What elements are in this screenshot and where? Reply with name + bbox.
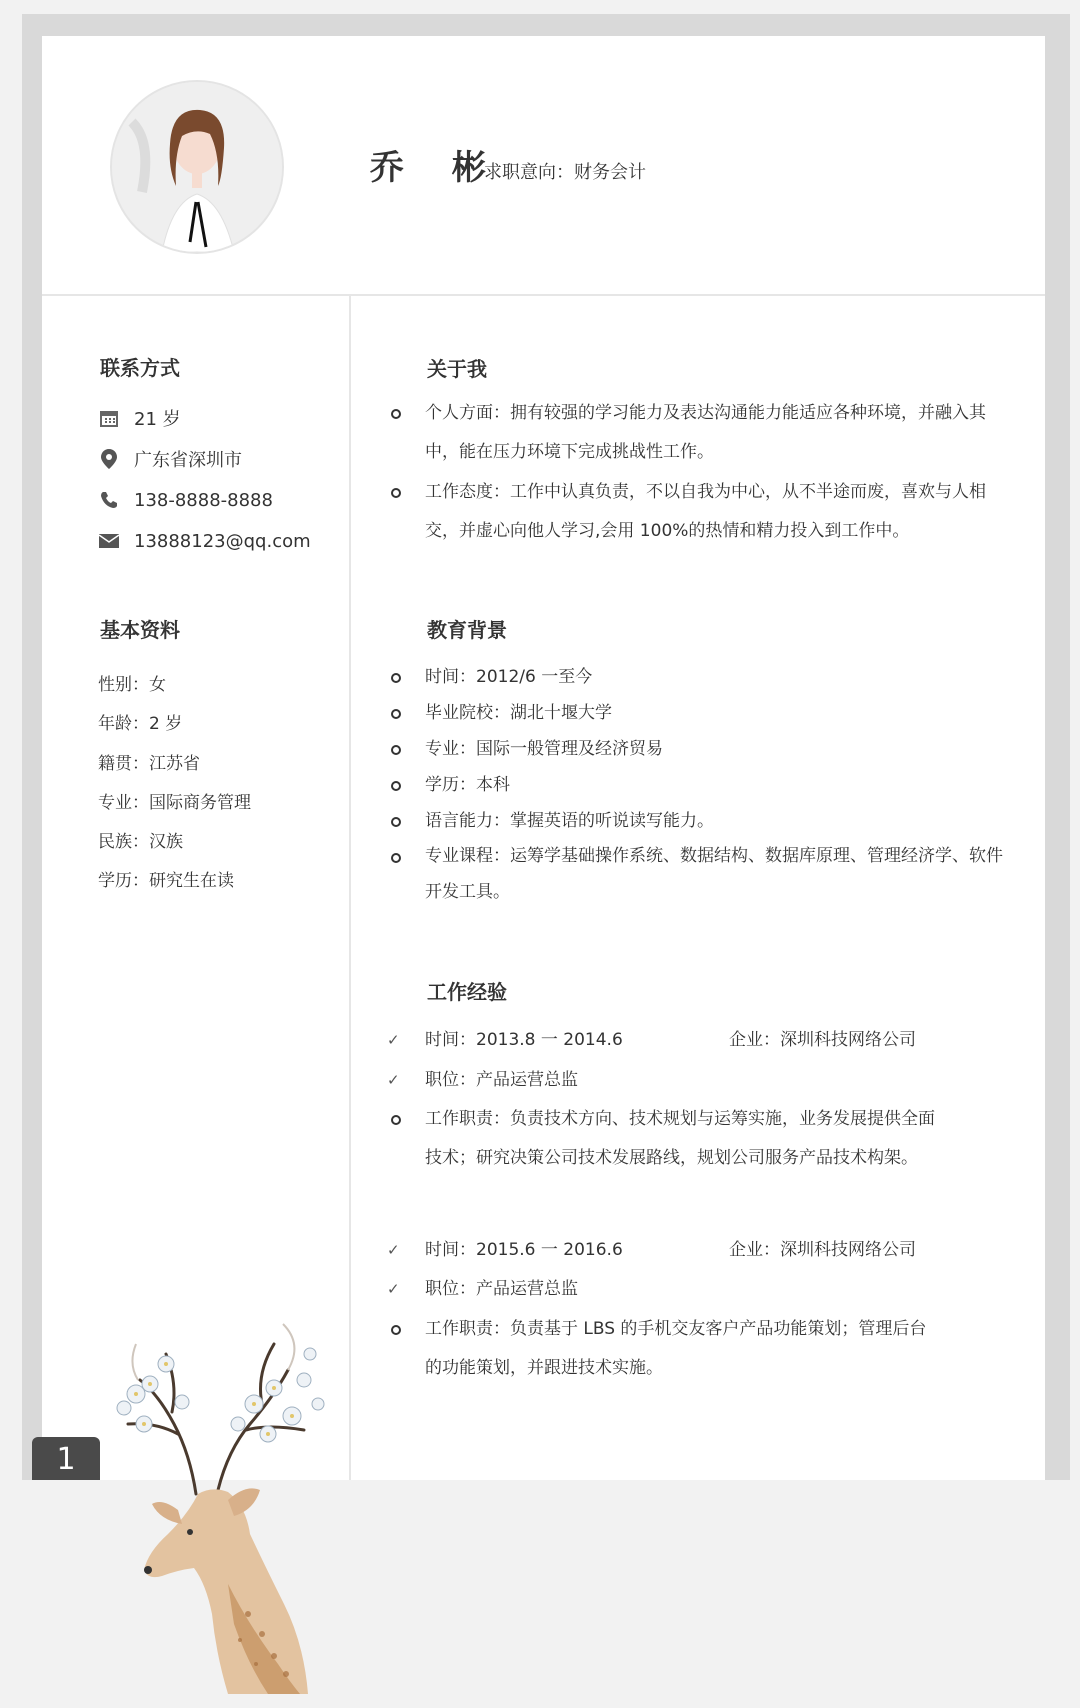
contact-phone-text: 138-8888-8888 [134, 489, 273, 511]
info-origin: 籍贯：江苏省 [98, 754, 200, 774]
job-duty: 工作职责：负责技术方向、技术规划与运筹实施，业务发展提供全面技术；研究决策公司技术发展路线，规划公司服务产品技术构架。 [425, 1100, 935, 1178]
applicant-name: 乔 彬 [370, 148, 504, 188]
job-time-row [425, 1021, 1015, 1060]
page-number-badge[interactable]: 1 [32, 1437, 100, 1480]
phone-icon [98, 489, 120, 511]
profile-photo [110, 80, 284, 254]
job-duty: 工作职责：负责基于 LBS 的手机交友客户产品功能策划；管理后台的功能策划，并跟进技术实施。 [425, 1310, 935, 1388]
job-position: ✓ 职位：产品运营总监 [425, 1270, 1015, 1309]
contact-email [98, 527, 311, 555]
contact-location-text: 广东省深圳市 [134, 450, 242, 471]
job-time: 时间：2013.8 一 2014.6 [425, 1030, 623, 1050]
education-section-title: 教育背景 [427, 618, 507, 642]
info-gender: 性别：女 [98, 675, 166, 695]
job-time: 时间：2015.6 一 2016.6 [425, 1240, 623, 1260]
contact-age [98, 404, 181, 432]
job-company: 企业：深圳科技网络公司 [729, 1240, 916, 1260]
education-item: 语言能力：掌握英语的听说读写能力。 [425, 802, 1015, 841]
resume-header [42, 36, 1045, 296]
info-ethnicity: 民族：汉族 [98, 832, 183, 852]
education-item: 学历：本科 [425, 766, 1015, 805]
contact-section-title: 联系方式 [100, 356, 180, 380]
basic-section-title: 基本资料 [100, 618, 180, 642]
contact-email-text: 13888123@qq.com [134, 530, 311, 552]
education-item: 毕业院校：湖北十堰大学 [425, 694, 1015, 733]
job-position: ✓ 职位：产品运营总监 [425, 1061, 1015, 1100]
info-major: 专业：国际商务管理 [98, 793, 251, 813]
job-intent: 求职意向：财务会计 [484, 162, 646, 183]
resume-page [42, 36, 1045, 1480]
about-section-title: 关于我 [427, 357, 487, 381]
contact-phone [98, 486, 273, 514]
job-time-row [425, 1231, 1015, 1270]
deer-illustration [78, 1284, 340, 1704]
job-company: 企业：深圳科技网络公司 [729, 1030, 916, 1050]
work-section-title: 工作经验 [427, 980, 507, 1004]
about-item: 工作态度：工作中认真负责，不以自我为中心，从不半途而废，喜欢与人相交，并虚心向他人学习,会用 100%的热情和精力投入到工作中。 [425, 473, 1015, 551]
location-pin-icon [98, 448, 120, 470]
mail-icon [98, 530, 120, 552]
about-item: 个人方面：拥有较强的学习能力及表达沟通能力能适应各种环境，并融入其中，能在压力环境下完成挑战性工作。 [425, 394, 1015, 472]
education-item: 时间：2012/6 一至今 [425, 658, 1015, 697]
info-degree: 学历：研究生在读 [98, 871, 234, 891]
education-item: 专业：国际一般管理及经济贸易 [425, 730, 1015, 769]
right-column [351, 296, 1045, 1480]
info-age: 年龄：2 岁 [98, 714, 183, 734]
contact-age-text: 21 岁 [134, 409, 181, 430]
left-column [42, 296, 349, 1480]
education-item: 专业课程：运筹学基础操作系统、数据结构、数据库原理、管理经济学、软件开发工具。 [425, 838, 1015, 910]
contact-location [98, 445, 242, 473]
calendar-icon [98, 407, 120, 429]
